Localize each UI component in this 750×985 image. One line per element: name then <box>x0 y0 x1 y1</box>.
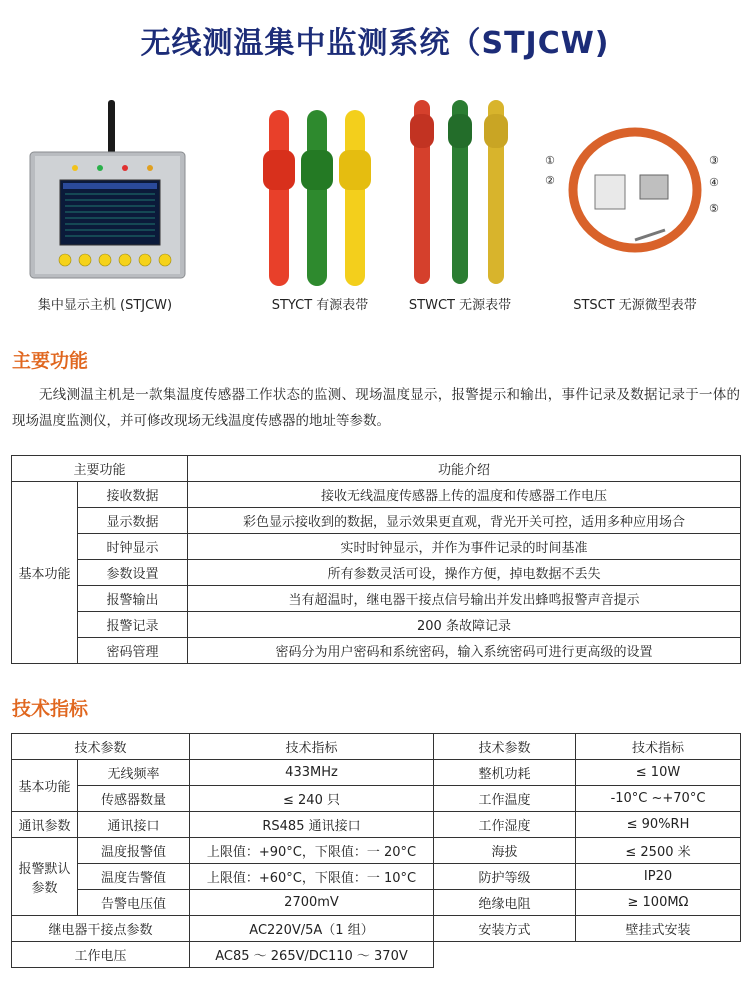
param-name: 告警电压值 <box>78 890 190 916</box>
function-name: 参数设置 <box>78 560 188 586</box>
product-host <box>20 90 190 313</box>
function-name: 显示数据 <box>78 508 188 534</box>
function-desc: 当有超温时，继电器干接点信号输出并发出蜂鸣报警声音提示 <box>188 586 741 612</box>
callout-1: ① <box>545 154 555 167</box>
product-stsct <box>545 90 725 313</box>
param-name: 整机功耗 <box>434 760 576 786</box>
function-name: 密码管理 <box>78 638 188 664</box>
function-table <box>11 455 741 664</box>
param-name: 通讯接口 <box>78 812 190 838</box>
table-header: 技术指标 <box>576 734 741 760</box>
host-device-icon <box>20 90 190 290</box>
param-name: 海拔 <box>434 838 576 864</box>
callout-5: ⑤ <box>709 202 719 215</box>
product-caption-stsct: STSCT 无源微型表带 <box>573 298 697 313</box>
product-stwct <box>400 90 520 313</box>
param-value: ≤ 10W <box>576 760 741 786</box>
param-value: 433MHz <box>190 760 434 786</box>
param-value: ≤ 90%RH <box>576 812 741 838</box>
param-value: AC85 ～ 265V/DC110 ～ 370V <box>190 942 434 968</box>
param-value: 上限值：+90°C，下限值：一 20°C <box>190 838 434 864</box>
function-desc: 实时时钟显示，并作为事件记录的时间基准 <box>188 534 741 560</box>
param-name: 绝缘电阻 <box>434 890 576 916</box>
page-title: 无线测温集中监测系统（STJCW) <box>140 26 610 61</box>
group-label: 基本功能 <box>12 760 78 812</box>
product-caption-stwct: STWCT 无源表带 <box>408 298 512 313</box>
host-device-image <box>20 90 190 290</box>
param-value: ≥ 100MΩ <box>576 890 741 916</box>
param-value: RS485 通讯接口 <box>190 812 434 838</box>
param-name: 工作湿度 <box>434 812 576 838</box>
function-desc: 密码分为用户密码和系统密码，输入系统密码可进行更高级的设置 <box>188 638 741 664</box>
table-header: 技术指标 <box>190 734 434 760</box>
param-value: -10°C ~+70°C <box>576 786 741 812</box>
callout-4: ④ <box>709 176 719 189</box>
product-caption-host: 集中显示主机 (STJCW) <box>37 298 173 313</box>
param-name: 无线频率 <box>78 760 190 786</box>
param-name: 工作电压 <box>12 942 190 968</box>
param-value: 上限值：+60°C，下限值：一 10°C <box>190 864 434 890</box>
function-desc: 所有参数灵活可设，操作方便，掉电数据不丢失 <box>188 560 741 586</box>
stsct-ring-image <box>545 90 725 290</box>
param-value: AC220V/5A（1 组） <box>190 916 434 942</box>
function-desc: 接收无线温度传感器上传的温度和传感器工作电压 <box>188 482 741 508</box>
stsct-ring-icon <box>545 90 725 290</box>
spec-table <box>11 733 741 968</box>
param-name: 温度告警值 <box>78 864 190 890</box>
param-name: 工作温度 <box>434 786 576 812</box>
function-name: 接收数据 <box>78 482 188 508</box>
group-label: 基本功能 <box>12 482 78 664</box>
intro-paragraph: 无线测温主机是一款集温度传感器工作状态的监测、现场温度显示，报警提示和输出，事件记录及数据记录于一体的现场温度监测仪，并可修改现场无线温度传感器的地址等参数。 <box>12 387 740 429</box>
param-name: 继电器干接点参数 <box>12 916 190 942</box>
function-name: 时钟显示 <box>78 534 188 560</box>
table-header: 技术参数 <box>434 734 576 760</box>
function-desc: 彩色显示接收到的数据，显示效果更直观，背光开关可控，适用多种应用场合 <box>188 508 741 534</box>
section-title-specs: 技术指标 <box>12 698 89 720</box>
param-value: 2700mV <box>190 890 434 916</box>
param-name: 防护等级 <box>434 864 576 890</box>
function-desc: 200 条故障记录 <box>188 612 741 638</box>
empty-cell <box>434 942 741 968</box>
section-title-functions: 主要功能 <box>12 350 89 372</box>
param-name: 温度报警值 <box>78 838 190 864</box>
param-name: 传感器数量 <box>78 786 190 812</box>
stwct-bands-image <box>400 90 520 290</box>
param-value: ≤ 240 只 <box>190 786 434 812</box>
param-value: ≤ 2500 米 <box>576 838 741 864</box>
callout-3: ③ <box>709 154 719 167</box>
table-header: 主要功能 <box>12 456 188 482</box>
table-header: 技术参数 <box>12 734 190 760</box>
param-value: 壁挂式安装 <box>576 916 741 942</box>
param-value: IP20 <box>576 864 741 890</box>
product-caption-styct: STYCT 有源表带 <box>271 298 369 313</box>
group-label: 通讯参数 <box>12 812 78 838</box>
table-header: 功能介绍 <box>188 456 741 482</box>
product-styct <box>255 90 385 313</box>
function-name: 报警记录 <box>78 612 188 638</box>
param-name: 安装方式 <box>434 916 576 942</box>
function-name: 报警输出 <box>78 586 188 612</box>
styct-bands-image <box>255 90 385 290</box>
group-label: 报警默认参数 <box>12 838 78 916</box>
callout-2: ② <box>545 174 555 187</box>
